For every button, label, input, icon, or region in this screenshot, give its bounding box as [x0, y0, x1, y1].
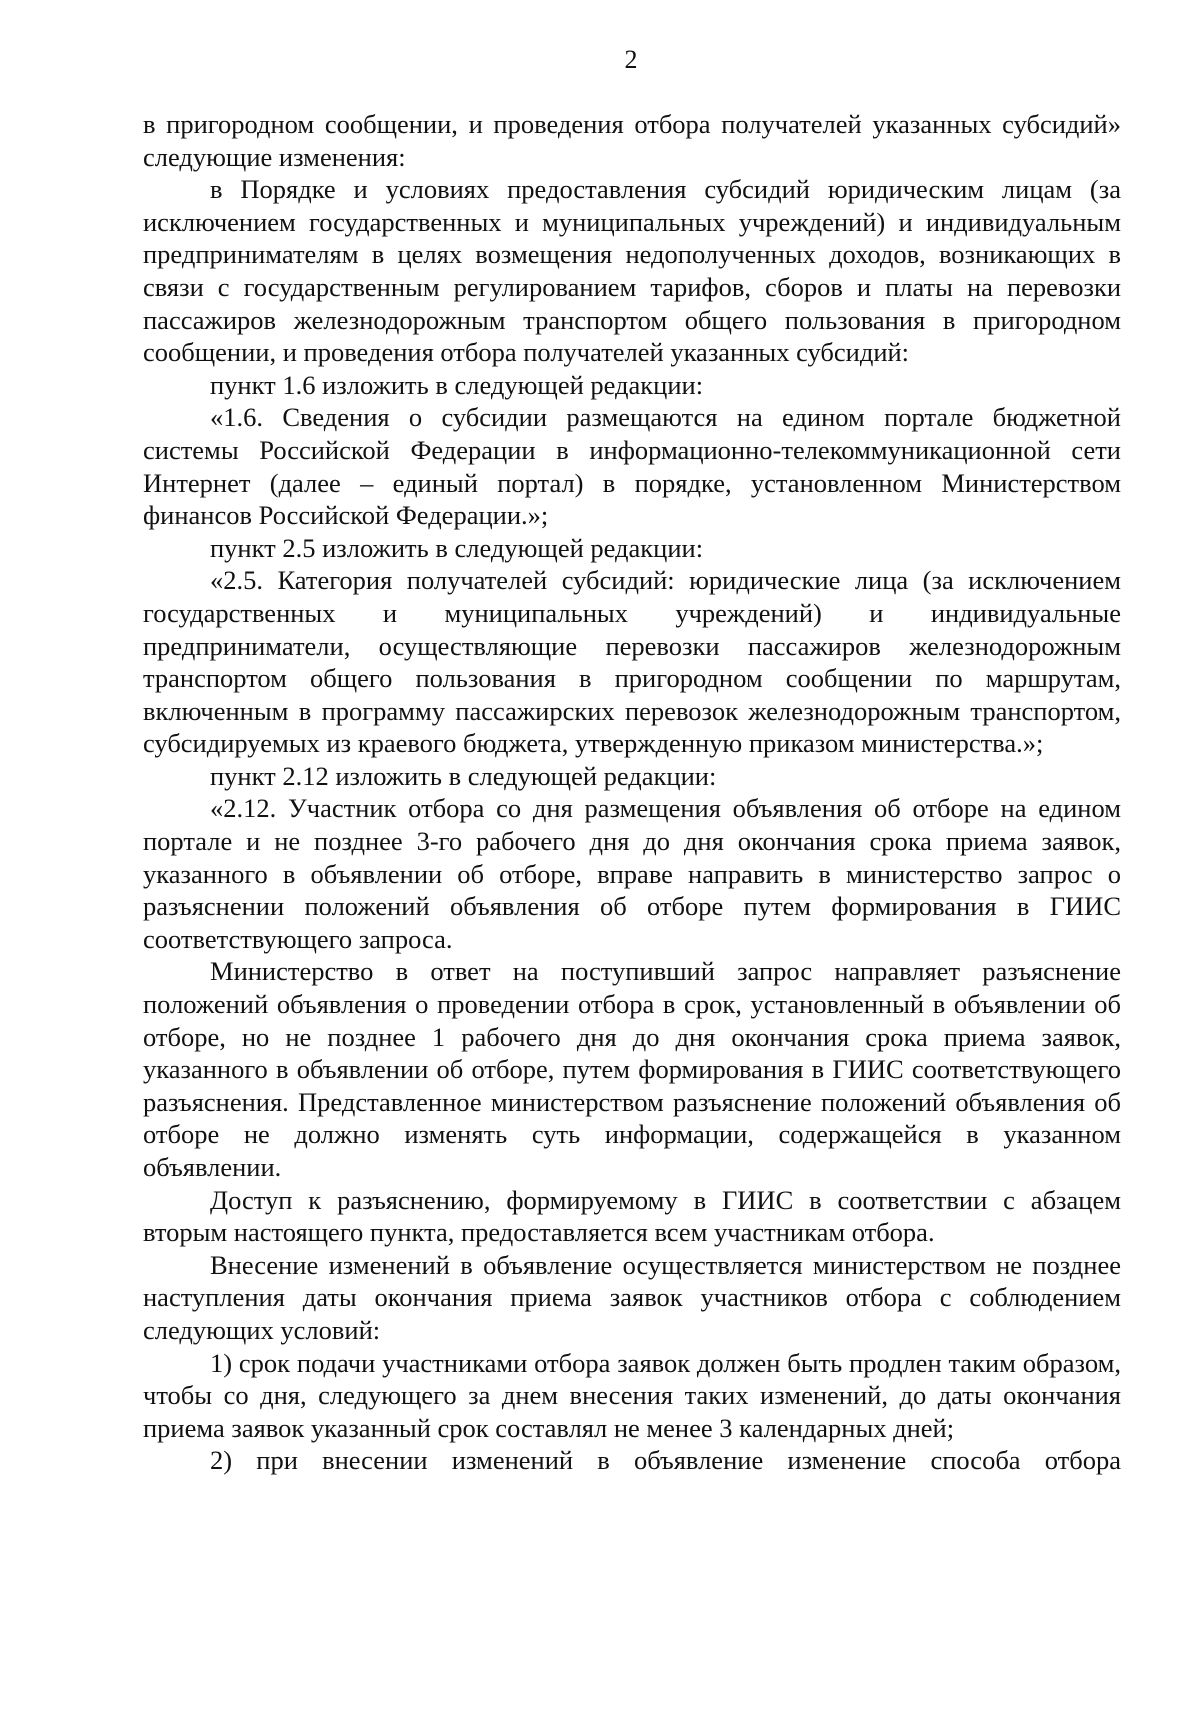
- paragraph-condition-1: 1) срок подачи участниками отбора заявок должен быть продлен таким образом, чтобы со дня, следующего за днем внесения таких изменений, до даты окончания приема заявок указанный срок составлял не менее 3 календарных дней;: [143, 1347, 1121, 1443]
- paragraph-item-1-6-text: «1.6. Сведения о субсидии размещаются на едином портале бюджетной системы Российской Федерации в информационно-телекоммуникационной сети Интернет (далее – единый портал) в порядке, установленном Министерством финансов Российской Федерации.»;: [143, 402, 1121, 531]
- paragraph-item-2-5-heading: пункт 2.5 изложить в следующей редакции:: [210, 532, 704, 563]
- paragraph-item-2-12-heading: пункт 2.12 изложить в следующей редакции:: [210, 760, 717, 791]
- paragraph-item-1-6-heading: пункт 1.6 изложить в следующей редакции:: [210, 369, 704, 400]
- document-body: [143, 108, 1121, 1477]
- paragraph-item-2-12-text: «2.12. Участник отбора со дня размещения объявления об отборе на едином портале и не позднее 3-го рабочего дня до дня окончания срока приема заявок, указанного в объявлении об отборе, вправе направить в министерство запрос о разъяснении положений объявления об отборе путем формирования в ГИИС соответствующего запроса.: [143, 793, 1121, 954]
- paragraph-condition-2: 2) при внесении изменений в объявление изменение способа отбора: [210, 1445, 1121, 1476]
- paragraph-amendment-intro: в Порядке и условиях предоставления субсидий юридическим лицам (за исключением государственных и муниципальных учреждений) и индивидуальным предпринимателям в целях возмещения недополученных доходов, возникающих в связи с государственным регулированием тарифов, сборов и платы на перевозки пассажиров железнодорожным транспортом общего пользования в пригородном сообщении, и проведения отбора получателей указанных субсидий:: [143, 174, 1121, 368]
- paragraph-ministry-response: Министерство в ответ на поступивший запрос направляет разъяснение положений объявления о проведении отбора в срок, установленный в объявлении об отборе, но не позднее 1 рабочего дня до дня окончания срока приема заявок, указанного в объявлении об отборе, путем формирования в ГИИС соответствующего разъяснения. Представленное министерством разъяснение положений объявления об отборе не должно изменять суть информации, содержащейся в указанном объявлении.: [143, 956, 1121, 1182]
- paragraph-continuation: в пригородном сообщении, и проведения отбора получателей указанных субсидий» следующие изменения:: [143, 109, 1121, 172]
- paragraph-item-2-5-text: «2.5. Категория получателей субсидий: юридические лица (за исключением государственных и муниципальных учреждений) и индивидуальные предприниматели, осуществляющие перевозки пассажиров железнодорожным транспортом общего пользования в пригородном сообщении по маршрутам, включенным в программу пассажирских перевозок железнодорожным транспортом, субсидируемых из краевого бюджета, утвержденную приказом министерства.»;: [143, 565, 1121, 759]
- page-number: 2: [624, 45, 638, 74]
- paragraph-access: Доступ к разъяснению, формируемому в ГИИС в соответствии с абзацем вторым настоящего пункта, предоставляется всем участникам отбора.: [143, 1184, 1121, 1248]
- paragraph-changes: Внесение изменений в объявление осуществляется министерством не позднее наступления даты окончания приема заявок участников отбора с соблюдением следующих условий:: [143, 1249, 1121, 1345]
